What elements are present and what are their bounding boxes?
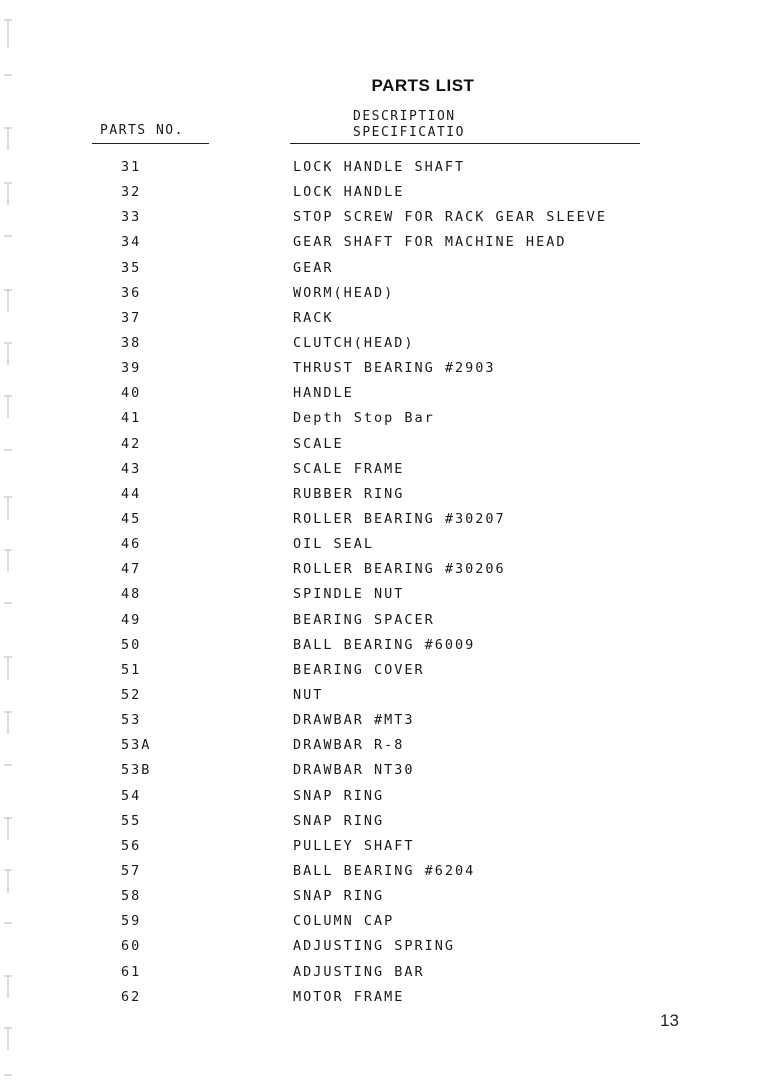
part-number: 40 bbox=[121, 385, 142, 402]
part-description: MOTOR FRAME bbox=[293, 988, 405, 1005]
table-row bbox=[0, 509, 768, 534]
part-description: NUT bbox=[293, 686, 324, 703]
part-number: 34 bbox=[121, 234, 142, 251]
part-number: 54 bbox=[121, 787, 142, 804]
table-row bbox=[0, 358, 768, 383]
part-description: WORM(HEAD) bbox=[293, 284, 395, 301]
part-description: THRUST BEARING #2903 bbox=[293, 360, 496, 377]
part-description: LOCK HANDLE SHAFT bbox=[293, 159, 466, 175]
table-row bbox=[0, 886, 768, 911]
part-description: COLUMN CAP bbox=[293, 913, 395, 930]
part-number: 53A bbox=[121, 737, 152, 754]
table-row bbox=[0, 383, 768, 408]
part-number: 43 bbox=[121, 460, 142, 477]
table-row bbox=[0, 635, 768, 660]
page-title: PARTS LIST bbox=[371, 76, 475, 95]
table-row bbox=[0, 283, 768, 308]
table-row bbox=[0, 434, 768, 459]
table-row bbox=[0, 534, 768, 559]
part-number: 33 bbox=[121, 209, 142, 226]
part-description: ADJUSTING SPRING bbox=[293, 938, 456, 955]
table-row bbox=[0, 459, 768, 484]
part-description: ADJUSTING BAR bbox=[293, 963, 425, 980]
part-number: 53B bbox=[121, 762, 152, 779]
part-number: 39 bbox=[121, 360, 142, 377]
part-number: 48 bbox=[121, 586, 142, 603]
part-number: 55 bbox=[121, 812, 142, 829]
part-number: 45 bbox=[121, 510, 142, 527]
description-header bbox=[353, 109, 465, 141]
part-description: BEARING SPACER bbox=[293, 611, 435, 628]
parts-no-header: PARTS NO. bbox=[100, 123, 184, 138]
table-row bbox=[0, 308, 768, 333]
part-description: SNAP RING bbox=[293, 888, 385, 905]
table-row bbox=[0, 660, 768, 685]
description-underline bbox=[290, 143, 640, 144]
table-row bbox=[0, 836, 768, 861]
table-row bbox=[0, 610, 768, 635]
part-number: 61 bbox=[121, 963, 142, 980]
part-number: 47 bbox=[121, 561, 142, 578]
part-number: 46 bbox=[121, 536, 142, 553]
table-row bbox=[0, 911, 768, 936]
table-row bbox=[0, 962, 768, 987]
page-number: 13 bbox=[660, 1011, 679, 1030]
table-row bbox=[0, 258, 768, 283]
part-description: DRAWBAR #MT3 bbox=[293, 712, 415, 729]
description-header-line1: DESCRIPTION bbox=[353, 109, 456, 124]
part-number: 52 bbox=[121, 686, 142, 703]
table-row bbox=[0, 786, 768, 811]
part-number: 60 bbox=[121, 938, 142, 955]
part-number: 32 bbox=[121, 184, 142, 201]
part-description: BEARING COVER bbox=[293, 661, 425, 678]
part-number: 57 bbox=[121, 862, 142, 879]
part-number: 56 bbox=[121, 837, 142, 854]
table-row bbox=[0, 811, 768, 836]
table-row bbox=[0, 333, 768, 358]
part-number: 49 bbox=[121, 611, 142, 628]
part-number: 58 bbox=[121, 888, 142, 905]
part-description: RACK bbox=[293, 309, 334, 326]
table-row bbox=[0, 760, 768, 785]
part-description: DRAWBAR R-8 bbox=[293, 737, 405, 754]
part-description: BALL BEARING #6009 bbox=[293, 636, 476, 653]
part-description: STOP SCREW FOR RACK GEAR SLEEVE bbox=[293, 209, 607, 226]
part-description: SCALE bbox=[293, 435, 344, 452]
table-row bbox=[0, 987, 768, 1012]
table-row bbox=[0, 232, 768, 257]
part-description: DRAWBAR NT30 bbox=[293, 762, 415, 779]
part-description: OIL SEAL bbox=[293, 536, 375, 553]
table-row bbox=[0, 408, 768, 433]
part-description: CLUTCH(HEAD) bbox=[293, 334, 415, 351]
part-description: GEAR SHAFT FOR MACHINE HEAD bbox=[293, 234, 567, 251]
part-description: HANDLE bbox=[293, 385, 354, 402]
part-description: LOCK HANDLE bbox=[293, 184, 405, 201]
parts-no-underline bbox=[92, 143, 209, 144]
table-row bbox=[0, 735, 768, 760]
table-row bbox=[0, 157, 768, 182]
part-number: 51 bbox=[121, 661, 142, 678]
part-number: 41 bbox=[121, 410, 142, 427]
part-description: RUBBER RING bbox=[293, 485, 405, 502]
part-description: SCALE FRAME bbox=[293, 460, 405, 477]
part-description: SNAP RING bbox=[293, 787, 385, 804]
part-description: ROLLER BEARING #30206 bbox=[293, 561, 506, 578]
part-description: ROLLER BEARING #30207 bbox=[293, 510, 506, 527]
parts-table bbox=[0, 157, 768, 1012]
table-row bbox=[0, 685, 768, 710]
table-row bbox=[0, 710, 768, 735]
part-number: 62 bbox=[121, 988, 142, 1005]
part-description: Depth Stop Bar bbox=[293, 410, 435, 427]
part-number: 36 bbox=[121, 284, 142, 301]
table-row bbox=[0, 207, 768, 232]
table-row bbox=[0, 584, 768, 609]
table-row bbox=[0, 936, 768, 961]
part-number: 59 bbox=[121, 913, 142, 930]
part-number: 53 bbox=[121, 712, 142, 729]
part-number: 37 bbox=[121, 309, 142, 326]
part-description: GEAR bbox=[293, 259, 334, 276]
table-row bbox=[0, 559, 768, 584]
part-description: PULLEY SHAFT bbox=[293, 837, 415, 854]
table-row bbox=[0, 182, 768, 207]
part-number: 50 bbox=[121, 636, 142, 653]
part-number: 35 bbox=[121, 259, 142, 276]
part-number: 31 bbox=[121, 159, 142, 175]
part-number: 42 bbox=[121, 435, 142, 452]
part-description: SNAP RING bbox=[293, 812, 385, 829]
table-row bbox=[0, 484, 768, 509]
part-number: 44 bbox=[121, 485, 142, 502]
part-description: BALL BEARING #6204 bbox=[293, 862, 476, 879]
part-number: 38 bbox=[121, 334, 142, 351]
description-header-line2: SPECIFICATIO bbox=[353, 125, 465, 140]
table-row bbox=[0, 861, 768, 886]
part-description: SPINDLE NUT bbox=[293, 586, 405, 603]
